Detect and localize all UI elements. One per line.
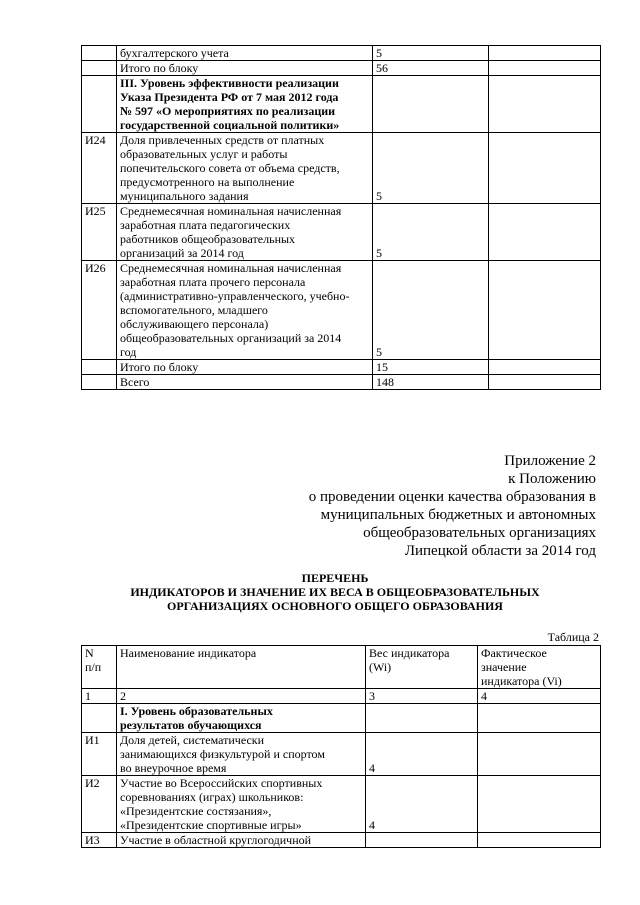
indicator-code-cell: И24 xyxy=(82,133,117,204)
text-line: Указа Президента РФ от 7 мая 2012 года xyxy=(120,90,339,104)
weight-cell xyxy=(366,833,478,848)
actual-value-cell xyxy=(489,261,601,360)
text-line: Вес индикатора xyxy=(369,646,450,660)
appendix-line: общеобразовательных организациях xyxy=(363,525,596,541)
indicator-code-cell: И2 xyxy=(82,776,117,833)
text-line: заработная плата прочего персонала xyxy=(120,275,306,289)
text-line: во внеурочное время xyxy=(120,761,227,775)
indicator-name-cell xyxy=(117,704,366,733)
weight-cell: 5 xyxy=(373,46,489,61)
column-numbering-row xyxy=(82,689,601,704)
text-line: Доля привлеченных средств от платных xyxy=(120,133,325,147)
text-line: «Президентские спортивные игры» xyxy=(120,818,302,832)
indicator-code-cell xyxy=(82,61,117,76)
text-line: заработная плата педагогических xyxy=(120,218,291,232)
table-row xyxy=(82,360,601,375)
text-line: Доля детей, систематически xyxy=(120,733,265,747)
indicator-code-cell xyxy=(82,375,117,390)
weight-cell: 56 xyxy=(373,61,489,76)
text-line: I. Уровень образовательных xyxy=(120,704,273,718)
weight-cell xyxy=(373,76,489,133)
appendix-line: Липецкой области за 2014 год xyxy=(404,543,596,559)
text-line: муниципального задания xyxy=(120,189,249,203)
text-line: Участие во Всероссийских спортивных xyxy=(120,776,323,790)
text-line: Участие в областной круглогодичной xyxy=(120,833,312,847)
actual-value-cell xyxy=(489,76,601,133)
text-line: образовательных услуг и работы xyxy=(120,147,288,161)
table-row xyxy=(82,76,601,133)
text-line: предусмотренного на выполнение xyxy=(120,175,295,189)
actual-value-cell xyxy=(478,704,601,733)
indicator-name-cell xyxy=(117,76,373,133)
header-actual-cell xyxy=(478,646,601,689)
heading-line: ПЕРЕЧЕНЬ xyxy=(301,571,369,585)
indicator-name-cell: бухгалтерского учета xyxy=(117,46,373,61)
indicator-name-cell: Всего xyxy=(117,375,373,390)
indicator-code-cell xyxy=(82,76,117,133)
header-weight-cell xyxy=(366,646,478,689)
weight-cell: 5 xyxy=(373,261,489,360)
table-row xyxy=(82,204,601,261)
actual-value-cell xyxy=(478,776,601,833)
actual-value-cell xyxy=(489,61,601,76)
indicators-table xyxy=(81,645,601,848)
actual-value-cell xyxy=(489,133,601,204)
indicator-name-cell xyxy=(117,833,366,848)
heading-line: ИНДИКАТОРОВ И ЗНАЧЕНИЕ ИХ ВЕСА В ОБЩЕОБРАЗОВАТЕЛЬНЫХ xyxy=(130,585,540,599)
table-row xyxy=(82,733,601,776)
text-line: организаций за 2014 год xyxy=(120,246,244,260)
table-label: Таблица 2 xyxy=(547,630,599,644)
weight-cell xyxy=(366,704,478,733)
text-line: (Wi) xyxy=(369,660,392,674)
header-name-cell xyxy=(117,646,366,689)
indicator-name-cell xyxy=(117,776,366,833)
indicator-code-cell xyxy=(82,704,117,733)
document-heading xyxy=(70,571,600,613)
text-line: результатов обучающихся xyxy=(120,718,262,732)
text-line: Наименование индикатора xyxy=(120,646,257,660)
indicator-name-cell xyxy=(117,204,373,261)
column-number-cell: 4 xyxy=(478,689,601,704)
actual-value-cell xyxy=(489,46,601,61)
heading-line: ОРГАНИЗАЦИЯХ ОСНОВНОГО ОБЩЕГО ОБРАЗОВАНИЯ xyxy=(167,599,503,613)
text-line: попечительского совета от объема средств, xyxy=(120,161,340,175)
table-header-row xyxy=(82,646,601,689)
text-line: «Президентские состязания», xyxy=(120,804,272,818)
weight-cell: 5 xyxy=(373,133,489,204)
weight-cell: 15 xyxy=(373,360,489,375)
table-row xyxy=(82,133,601,204)
text-line: п/п xyxy=(85,660,102,674)
text-line: работников общеобразовательных xyxy=(120,232,296,246)
indicator-code-cell xyxy=(82,360,117,375)
indicator-name-cell: Итого по блоку xyxy=(117,61,373,76)
indicator-code-cell xyxy=(82,46,117,61)
indicator-code-cell: И1 xyxy=(82,733,117,776)
text-line: Фактическое xyxy=(481,646,547,660)
actual-value-cell xyxy=(489,375,601,390)
appendix-line: муниципальных бюджетных и автономных xyxy=(320,507,596,523)
text-line: год xyxy=(120,345,137,359)
actual-value-cell xyxy=(478,733,601,776)
indicator-code-cell: И26 xyxy=(82,261,117,360)
actual-value-cell xyxy=(489,204,601,261)
table-row xyxy=(82,61,601,76)
text-line: занимающихся физкультурой и спортом xyxy=(120,747,325,761)
indicator-name-cell: Итого по блоку xyxy=(117,360,373,375)
text-line: N xyxy=(85,646,94,660)
indicator-name-cell xyxy=(117,733,366,776)
indicator-name-cell xyxy=(117,133,373,204)
table-row xyxy=(82,375,601,390)
indicator-name-cell xyxy=(117,261,373,360)
text-line: соревнованиях (играх) школьников: xyxy=(120,790,304,804)
weight-cell: 4 xyxy=(366,733,478,776)
header-code-cell xyxy=(82,646,117,689)
text-line: обслуживающего персонала) xyxy=(120,317,269,331)
text-line: вспомогательного, младшего xyxy=(120,303,268,317)
table-row xyxy=(82,776,601,833)
text-line: Среднемесячная номинальная начисленная xyxy=(120,261,342,275)
table-row xyxy=(82,46,601,61)
text-line: III. Уровень эффективности реализации xyxy=(120,76,339,90)
text-line: Среднемесячная номинальная начисленная xyxy=(120,204,342,218)
column-number-cell: 3 xyxy=(366,689,478,704)
appendix-line: к Положению xyxy=(508,471,596,487)
column-number-cell: 1 xyxy=(82,689,117,704)
text-line: государственной социальной политики» xyxy=(120,118,340,132)
appendix-line: о проведении оценки качества образования в xyxy=(308,489,596,505)
table-row xyxy=(82,261,601,360)
column-number-cell: 2 xyxy=(117,689,366,704)
indicator-code-cell: И3 xyxy=(82,833,117,848)
text-line: значение xyxy=(481,660,527,674)
weight-cell: 148 xyxy=(373,375,489,390)
actual-value-cell xyxy=(489,360,601,375)
text-line: индикатора (Vi) xyxy=(481,674,562,688)
weight-cell: 4 xyxy=(366,776,478,833)
appendix-line: Приложение 2 xyxy=(504,453,596,469)
text-line: (административно-управленческого, учебно- xyxy=(120,289,350,303)
text-line: № 597 «О мероприятиях по реализации xyxy=(120,104,336,118)
table-row xyxy=(82,833,601,848)
table-row xyxy=(82,704,601,733)
appendix-caption xyxy=(309,452,596,560)
actual-value-cell xyxy=(478,833,601,848)
text-line: общеобразовательных организаций за 2014 xyxy=(120,331,342,345)
weight-cell: 5 xyxy=(373,204,489,261)
indicator-code-cell: И25 xyxy=(82,204,117,261)
indicators-table-continued xyxy=(81,45,601,390)
